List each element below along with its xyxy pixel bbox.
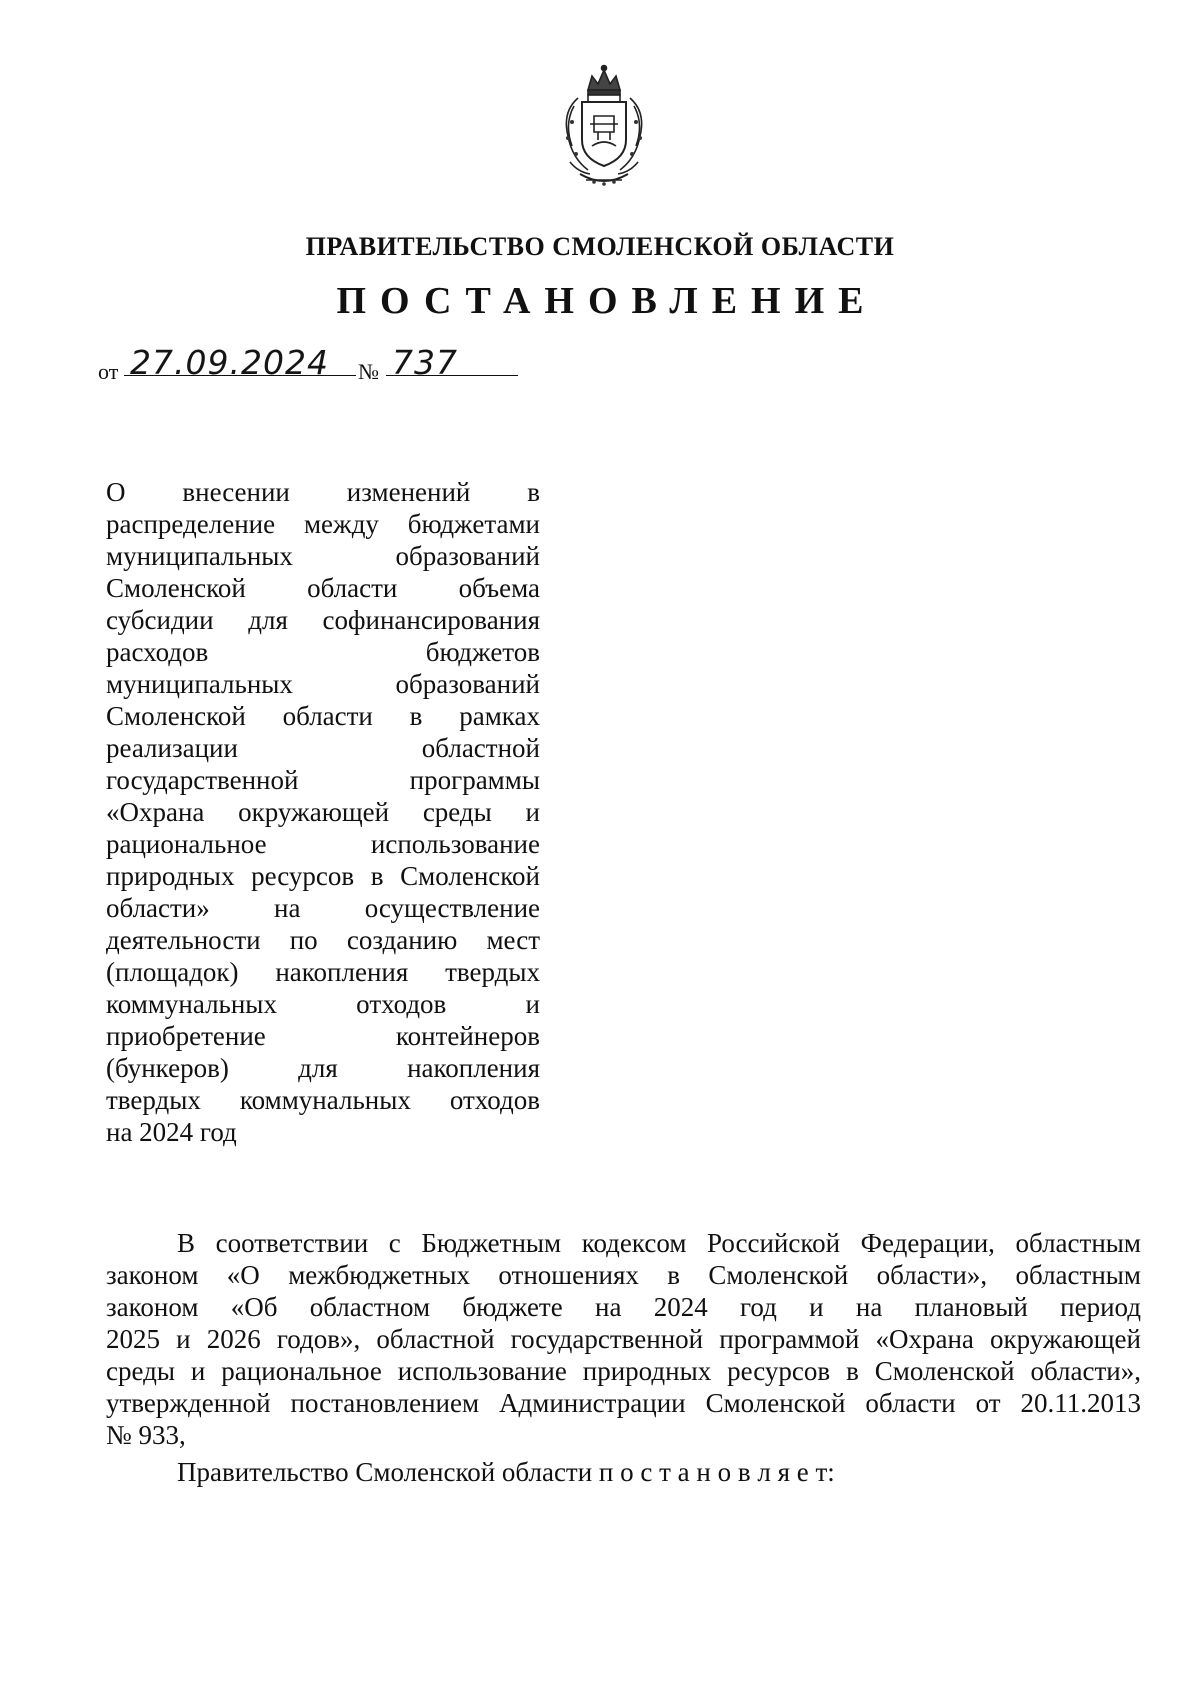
preamble-line: утвержденной постановлением Администрации Смоленской области от 20.11.2013	[106, 1388, 1141, 1418]
subject-line: расходов бюджетов	[106, 637, 540, 667]
organization-title: ПРАВИТЕЛЬСТВО СМОЛЕНСКОЙ ОБЛАСТИ	[305, 232, 895, 261]
subject-line: на 2024 год	[106, 1117, 237, 1147]
subject-line: области» на осуществление	[106, 893, 540, 923]
subject-line: рациональное использование	[106, 829, 540, 859]
subject-line: реализации областной	[106, 733, 540, 763]
preamble-line: 2025 и 2026 годов», областной государственной программой «Охрана окружающей	[106, 1324, 1141, 1354]
document-subject	[106, 476, 540, 1148]
subject-line: (площадок) накопления твердых	[106, 957, 540, 987]
subject-line: муниципальных образований	[106, 541, 540, 571]
subject-line: твердых коммунальных отходов	[106, 1085, 540, 1115]
resolution-statement: Правительство Смоленской области п о с т а н о в л я е т:	[177, 1457, 835, 1487]
document-number: 737	[392, 343, 458, 382]
subject-line: деятельности по созданию мест	[106, 925, 540, 955]
subject-line: природных ресурсов в Смоленской	[106, 861, 540, 891]
number-prefix: №	[358, 359, 379, 384]
preamble-paragraph	[106, 1227, 1141, 1451]
document-date: 27.09.2024	[130, 343, 329, 382]
subject-line: коммунальных отходов и	[106, 989, 540, 1019]
subject-line: (бункеров) для накопления	[106, 1053, 540, 1083]
number-underline	[386, 375, 518, 376]
preamble-line: законом «О межбюджетных отношениях в Смоленской области», областным	[106, 1260, 1141, 1290]
date-prefix: от	[98, 359, 119, 384]
date-underline	[124, 375, 356, 376]
preamble-line: среды и рациональное использование природных ресурсов в Смоленской области»,	[106, 1356, 1141, 1386]
subject-line: О внесении изменений в	[106, 477, 540, 507]
subject-line: государственной программы	[106, 765, 540, 795]
subject-line: Смоленской области в рамках	[106, 701, 540, 731]
subject-line: распределение между бюджетами	[106, 509, 540, 539]
preamble-line: № 933,	[106, 1420, 186, 1450]
preamble-line: В соответствии с Бюджетным кодексом Российской Федерации, областным	[177, 1228, 1141, 1258]
coat-of-arms-icon	[548, 62, 660, 192]
document-type-heading: ПОСТАНОВЛЕНИЕ	[336, 280, 878, 322]
subject-line: муниципальных образований	[106, 669, 540, 699]
subject-line: Смоленской области объема	[106, 573, 540, 603]
subject-line: субсидии для софинансирования	[106, 605, 540, 635]
subject-line: приобретение контейнеров	[106, 1021, 540, 1051]
subject-line: «Охрана окружающей среды и	[106, 797, 540, 827]
preamble-line: законом «Об областном бюджете на 2024 год и на плановый период	[106, 1292, 1141, 1322]
